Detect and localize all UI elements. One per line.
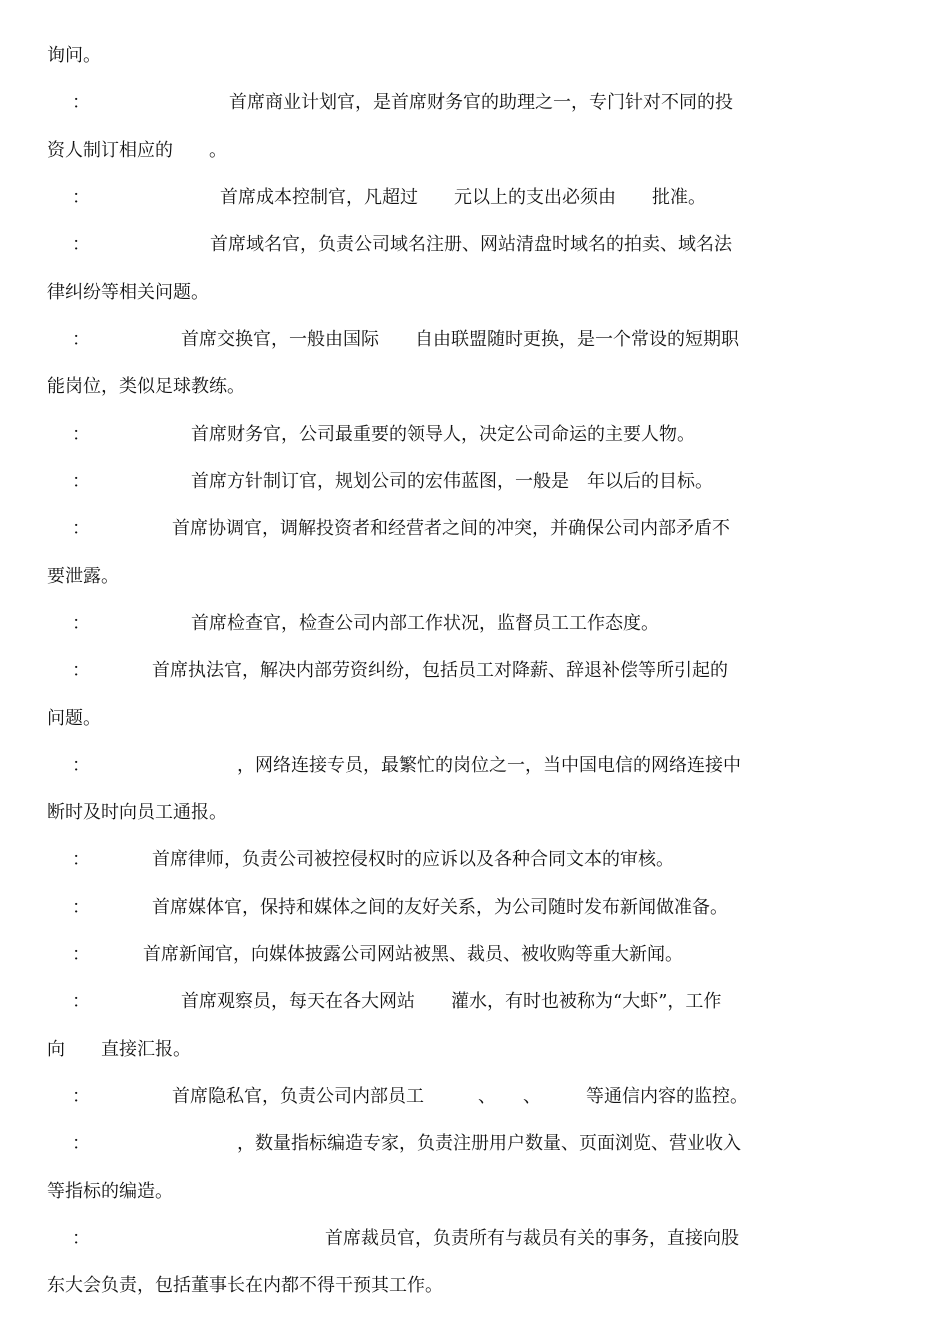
text-line: 资人制订相应的 。: [47, 140, 227, 161]
colon-mark: ：: [72, 991, 90, 1012]
text-line: 首席媒体官，保持和媒体之间的友好关系，为公司随时发布新闻做准备。: [152, 897, 728, 918]
colon-mark: ：: [72, 187, 90, 208]
text-line: 断时及时向员工通报。: [47, 802, 227, 823]
text-line: 首席裁员官，负责所有与裁员有关的事务，直接向股: [325, 1228, 739, 1249]
text-line: 首席商业计划官，是首席财务官的助理之一，专门针对不同的投: [229, 92, 733, 113]
colon-mark: ：: [72, 1086, 90, 1107]
colon-mark: ：: [72, 329, 90, 350]
text-line: 问题。: [47, 708, 101, 729]
text-line: 首席隐私官，负责公司内部员工 、 、 等通信内容的监控。: [172, 1086, 748, 1107]
text-line: 向 直接汇报。: [47, 1039, 191, 1060]
text-line: 询问。: [47, 45, 101, 66]
text-line: 首席律师，负责公司被控侵权时的应诉以及各种合同文本的审核。: [152, 849, 674, 870]
colon-mark: ：: [72, 234, 90, 255]
colon-mark: ：: [72, 1228, 90, 1249]
colon-mark: ：: [72, 755, 90, 776]
text-line: 要泄露。: [47, 566, 119, 587]
colon-mark: ：: [72, 944, 90, 965]
text-line: 首席财务官，公司最重要的领导人，决定公司命运的主要人物。: [191, 424, 695, 445]
colon-mark: ：: [72, 849, 90, 870]
text-line: ，数量指标编造专家，负责注册用户数量、页面浏览、营业收入: [237, 1133, 741, 1154]
text-line: 首席新闻官，向媒体披露公司网站被黑、裁员、被收购等重大新闻。: [143, 944, 683, 965]
text-line: ，网络连接专员，最繁忙的岗位之一，当中国电信的网络连接中: [237, 755, 741, 776]
colon-mark: ：: [72, 1133, 90, 1154]
colon-mark: ：: [72, 471, 90, 492]
text-line: 律纠纷等相关问题。: [47, 282, 209, 303]
colon-mark: ：: [72, 613, 90, 634]
text-line: 能岗位，类似足球教练。: [47, 376, 245, 397]
text-line: 首席成本控制官，凡超过 元以上的支出必须由 批准。: [220, 187, 706, 208]
text-line: 首席方针制订官，规划公司的宏伟蓝图，一般是 年以后的目标。: [191, 471, 713, 492]
text-line: 首席观察员，每天在各大网站 灌水，有时也被称为“大虾”，工作: [181, 991, 722, 1012]
text-line: 首席检查官，检查公司内部工作状况，监督员工工作态度。: [191, 613, 659, 634]
colon-mark: ：: [72, 92, 90, 113]
text-line: 首席协调官，调解投资者和经营者之间的冲突，并确保公司内部矛盾不: [172, 518, 730, 539]
colon-mark: ：: [72, 518, 90, 539]
colon-mark: ：: [72, 897, 90, 918]
colon-mark: ：: [72, 424, 90, 445]
text-line: 首席域名官，负责公司域名注册、网站清盘时域名的拍卖、域名法: [210, 234, 732, 255]
colon-mark: ：: [72, 660, 90, 681]
text-line: 首席交换官，一般由国际 自由联盟随时更换，是一个常设的短期职: [181, 329, 739, 350]
text-line: 等指标的编造。: [47, 1181, 173, 1202]
text-line: 首席执法官，解决内部劳资纠纷，包括员工对降薪、辞退补偿等所引起的: [152, 660, 728, 681]
text-line: 东大会负责，包括董事长在内都不得干预其工作。: [47, 1275, 443, 1296]
